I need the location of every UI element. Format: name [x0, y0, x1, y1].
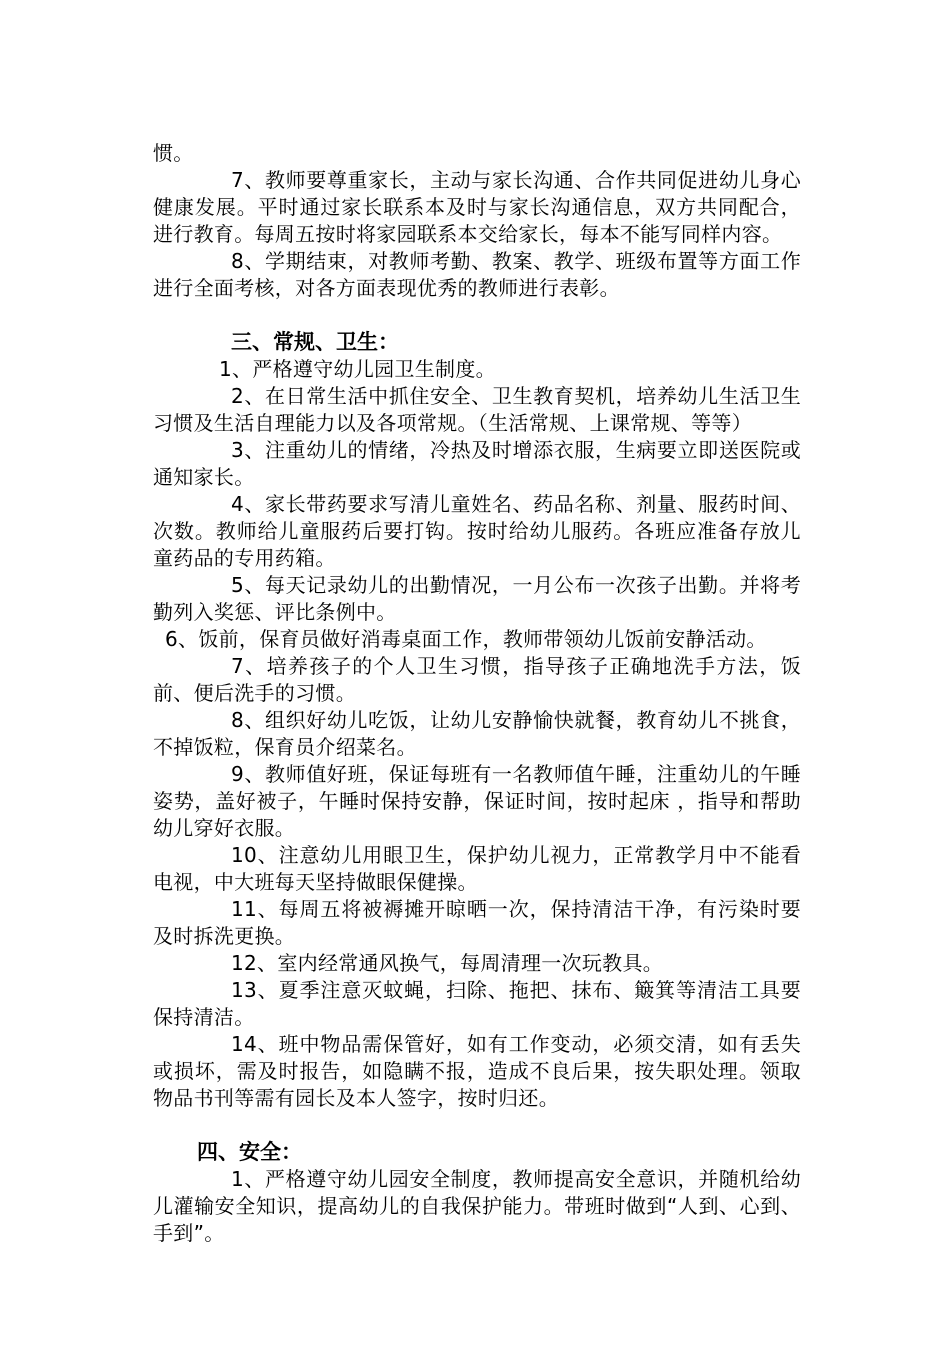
list-item: 8、组织好幼儿吃饭，让幼儿安静愉快就餐，教育幼儿不挑食，不掉饭粒，保育员介绍菜名。: [153, 708, 801, 759]
document-page: [153, 140, 801, 1247]
list-item: 11、每周五将被褥摊开晾晒一次，保持清洁干净，有污染时要及时拆洗更换。: [153, 897, 801, 948]
list-item: 1、严格遵守幼儿园卫生制度。: [219, 357, 496, 381]
section-heading-safety: 四、安全：: [197, 1140, 302, 1164]
list-item: 10、注意幼儿用眼卫生，保护幼儿视力，正常教学月中不能看电视，中大班每天坚持做眼保健操。: [153, 843, 801, 894]
list-item: 7、培养孩子的个人卫生习惯，指导孩子正确地洗手方法，饭前、便后洗手的习惯。: [153, 654, 801, 705]
list-item: 4、家长带药要求写清儿童姓名、药品名称、剂量、服药时间、次数。教师给儿童服药后要打钩。按时给幼儿服药。各班应准备存放儿童药品的专用药箱。: [153, 492, 801, 570]
list-item: 2、在日常生活中抓住安全、卫生教育契机，培养幼儿生活卫生习惯及生活自理能力以及各项常规。（生活常规、上课常规、等等）: [153, 384, 801, 435]
list-item: 5、每天记录幼儿的出勤情况，一月公布一次孩子出勤。并将考勤列入奖惩、评比条例中。: [153, 573, 801, 624]
section-heading-routine-hygiene: 三、常规、卫生：: [231, 330, 399, 354]
list-item: 6、饭前，保育员做好消毒桌面工作，教师带领幼儿饭前安静活动。: [165, 627, 767, 651]
paragraph-continuation: 惯。: [153, 141, 194, 165]
list-item: 1、严格遵守幼儿园安全制度，教师提高安全意识，并随机给幼儿灌输安全知识，提高幼儿的自我保护能力。带班时做到“人到、心到、手到”。: [153, 1167, 801, 1245]
paragraph-teacher-7: 7、教师要尊重家长，主动与家长沟通、合作共同促进幼儿身心健康发展。平时通过家长联系本及时与家长沟通信息，双方共同配合，进行教育。每周五按时将家园联系本交给家长，每本不能写同样内容。: [153, 168, 801, 246]
list-item: 3、注重幼儿的情绪，冷热及时增添衣服，生病要立即送医院或通知家长。: [153, 438, 801, 489]
list-item: 14、班中物品需保管好，如有工作变动，必须交清，如有丢失或损坏，需及时报告，如隐瞒不报，造成不良后果，按失职处理。领取物品书刊等需有园长及本人签字，按时归还。: [153, 1032, 801, 1110]
list-item: 9、教师值好班，保证每班有一名教师值午睡，注重幼儿的午睡姿势，盖好被子，午睡时保持安静，保证时间，按时起床 ，指导和帮助幼儿穿好衣服。: [153, 762, 801, 840]
list-item: 13、夏季注意灭蚊蝇，扫除、拖把、抹布、簸箕等清洁工具要保持清洁。: [153, 978, 801, 1029]
list-item: 12、室内经常通风换气，每周清理一次玩教具。: [231, 951, 664, 975]
paragraph-teacher-8: 8、学期结束，对教师考勤、教案、教学、班级布置等方面工作进行全面考核，对各方面表现优秀的教师进行表彰。: [153, 249, 801, 300]
